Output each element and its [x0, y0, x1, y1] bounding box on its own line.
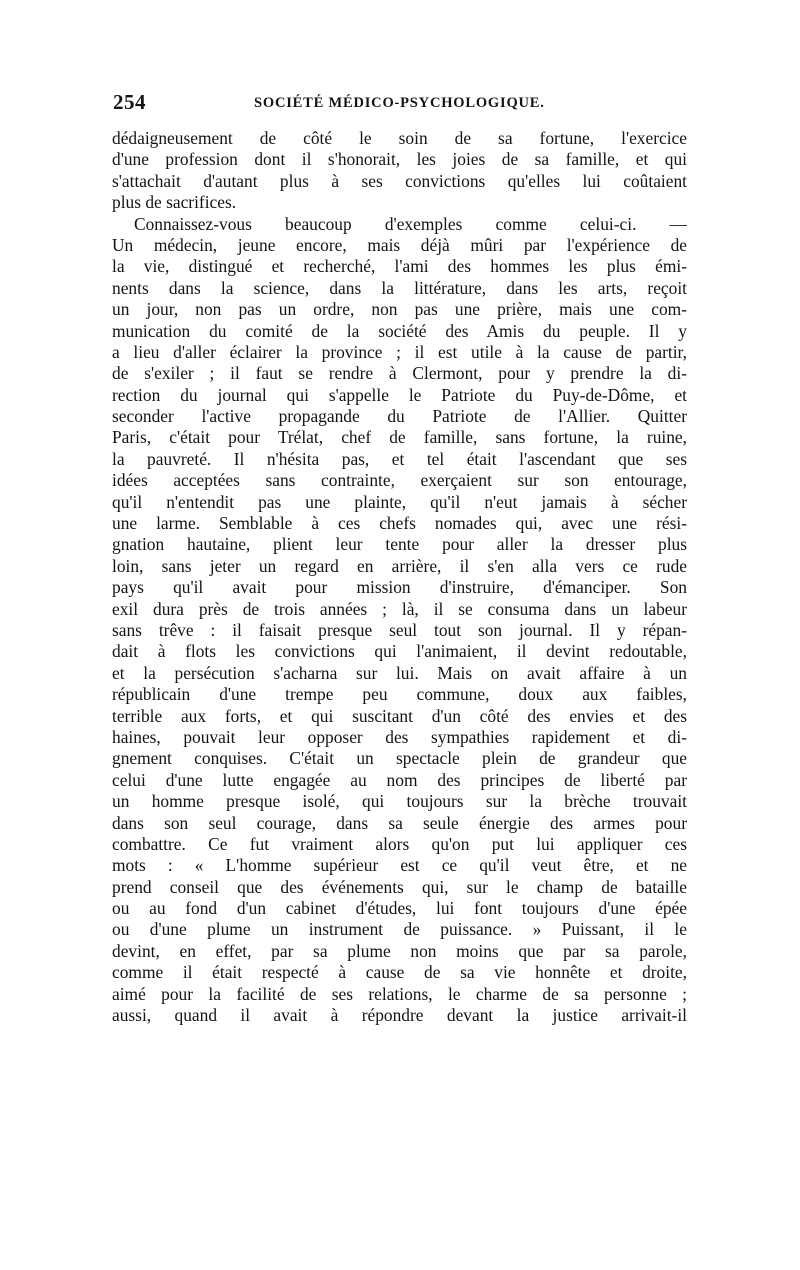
text-line: loin, sans jeter un regard en arrière, il s'en alla vers ce rude	[112, 555, 687, 576]
text-line: une larme. Semblable à ces chefs nomades qui, avec une rési-	[112, 513, 687, 534]
text-line: un jour, non pas un ordre, non pas une prière, mais une com-	[112, 299, 687, 320]
text-line: ou au fond d'un cabinet d'études, lui font toujours d'une épée	[112, 898, 687, 919]
text-line: celui d'une lutte engagée au nom des principes de liberté par	[112, 769, 687, 790]
text-line: nents dans la science, dans la littérature, dans les arts, reçoit	[112, 277, 687, 298]
text-line: idées acceptées sans contrainte, exerçaient sur son entourage,	[112, 470, 687, 491]
text-line: gnation hautaine, plient leur tente pour aller la dresser plus	[112, 534, 687, 555]
body-text	[112, 128, 687, 1026]
text-line: dait à flots les convictions qui l'animaient, il devint redoutable,	[112, 641, 687, 662]
text-line: devint, en effet, par sa plume non moins que par sa parole,	[112, 940, 687, 961]
text-line: Un médecin, jeune encore, mais déjà mûri par l'expérience de	[112, 234, 687, 255]
text-line: terrible aux forts, et qui suscitant d'un côté des envies et des	[112, 705, 687, 726]
text-line: s'attachait d'autant plus à ses convictions qu'elles lui coûtaient	[112, 170, 687, 191]
text-line: républicain d'une trempe peu commune, doux aux faibles,	[112, 684, 687, 705]
text-line: haines, pouvait leur opposer des sympathies rapidement et di-	[112, 726, 687, 747]
text-line: aimé pour la facilité de ses relations, le charme de sa personne ;	[112, 983, 687, 1004]
text-line: seconder l'active propagande du Patriote de l'Allier. Quitter	[112, 406, 687, 427]
text-line: sans trêve : il faisait presque seul tout son journal. Il y répan-	[112, 619, 687, 640]
text-line: mots : « L'homme supérieur est ce qu'il veut être, et ne	[112, 855, 687, 876]
text-line: Connaissez-vous beaucoup d'exemples comme celui-ci. —	[134, 213, 687, 234]
text-line: dédaigneusement de côté le soin de sa fortune, l'exercice	[112, 128, 687, 148]
book-page	[112, 88, 687, 1026]
text-line: comme il était respecté à cause de sa vie honnête et droite,	[112, 962, 687, 983]
text-line: qu'il n'entendit pas une plainte, qu'il n'eut jamais à sécher	[112, 491, 687, 512]
text-line: ou d'une plume un instrument de puissance. » Puissant, il le	[112, 919, 687, 940]
text-line: pays qu'il avait pour mission d'instruire, d'émanciper. Son	[112, 577, 687, 598]
text-line: prend conseil que des événements qui, sur le champ de bataille	[112, 876, 687, 897]
running-title: SOCIÉTÉ MÉDICO-PSYCHOLOGIQUE.	[254, 95, 545, 111]
text-line: combattre. Ce fut vraiment alors qu'on put lui appliquer ces	[112, 833, 687, 854]
text-line: rection du journal qui s'appelle le Patriote du Puy-de-Dôme, et	[112, 384, 687, 405]
text-line: dans son seul courage, dans sa seule énergie des armes pour	[112, 812, 687, 833]
text-line: aussi, quand il avait à répondre devant la justice arrivait-il	[112, 1005, 687, 1026]
text-line: et la persécution s'acharna sur lui. Mais on avait affaire à un	[112, 662, 687, 683]
text-line: munication du comité de la société des Amis du peuple. Il y	[112, 320, 687, 341]
page-number: 254	[113, 90, 146, 114]
text-line: gnement conquises. C'était un spectacle plein de grandeur que	[112, 748, 687, 769]
text-line: la vie, distingué et recherché, l'ami des hommes les plus émi-	[112, 256, 687, 277]
text-line: exil dura près de trois années ; là, il se consuma dans un labeur	[112, 598, 687, 619]
text-line: plus de sacrifices.	[112, 192, 237, 213]
running-head	[112, 88, 687, 128]
text-line: a lieu d'aller éclairer la province ; il est utile à la cause de partir,	[112, 341, 687, 362]
text-line: d'une profession dont il s'honorait, les joies de sa famille, et qui	[112, 149, 687, 170]
text-line: de s'exiler ; il faut se rendre à Clermont, pour y prendre la di-	[112, 363, 687, 384]
text-line: un homme presque isolé, qui toujours sur la brèche trouvait	[112, 791, 687, 812]
text-line: Paris, c'était pour Trélat, chef de famille, sans fortune, la ruine,	[112, 427, 687, 448]
text-line: la pauvreté. Il n'hésita pas, et tel était l'ascendant que ses	[112, 448, 687, 469]
